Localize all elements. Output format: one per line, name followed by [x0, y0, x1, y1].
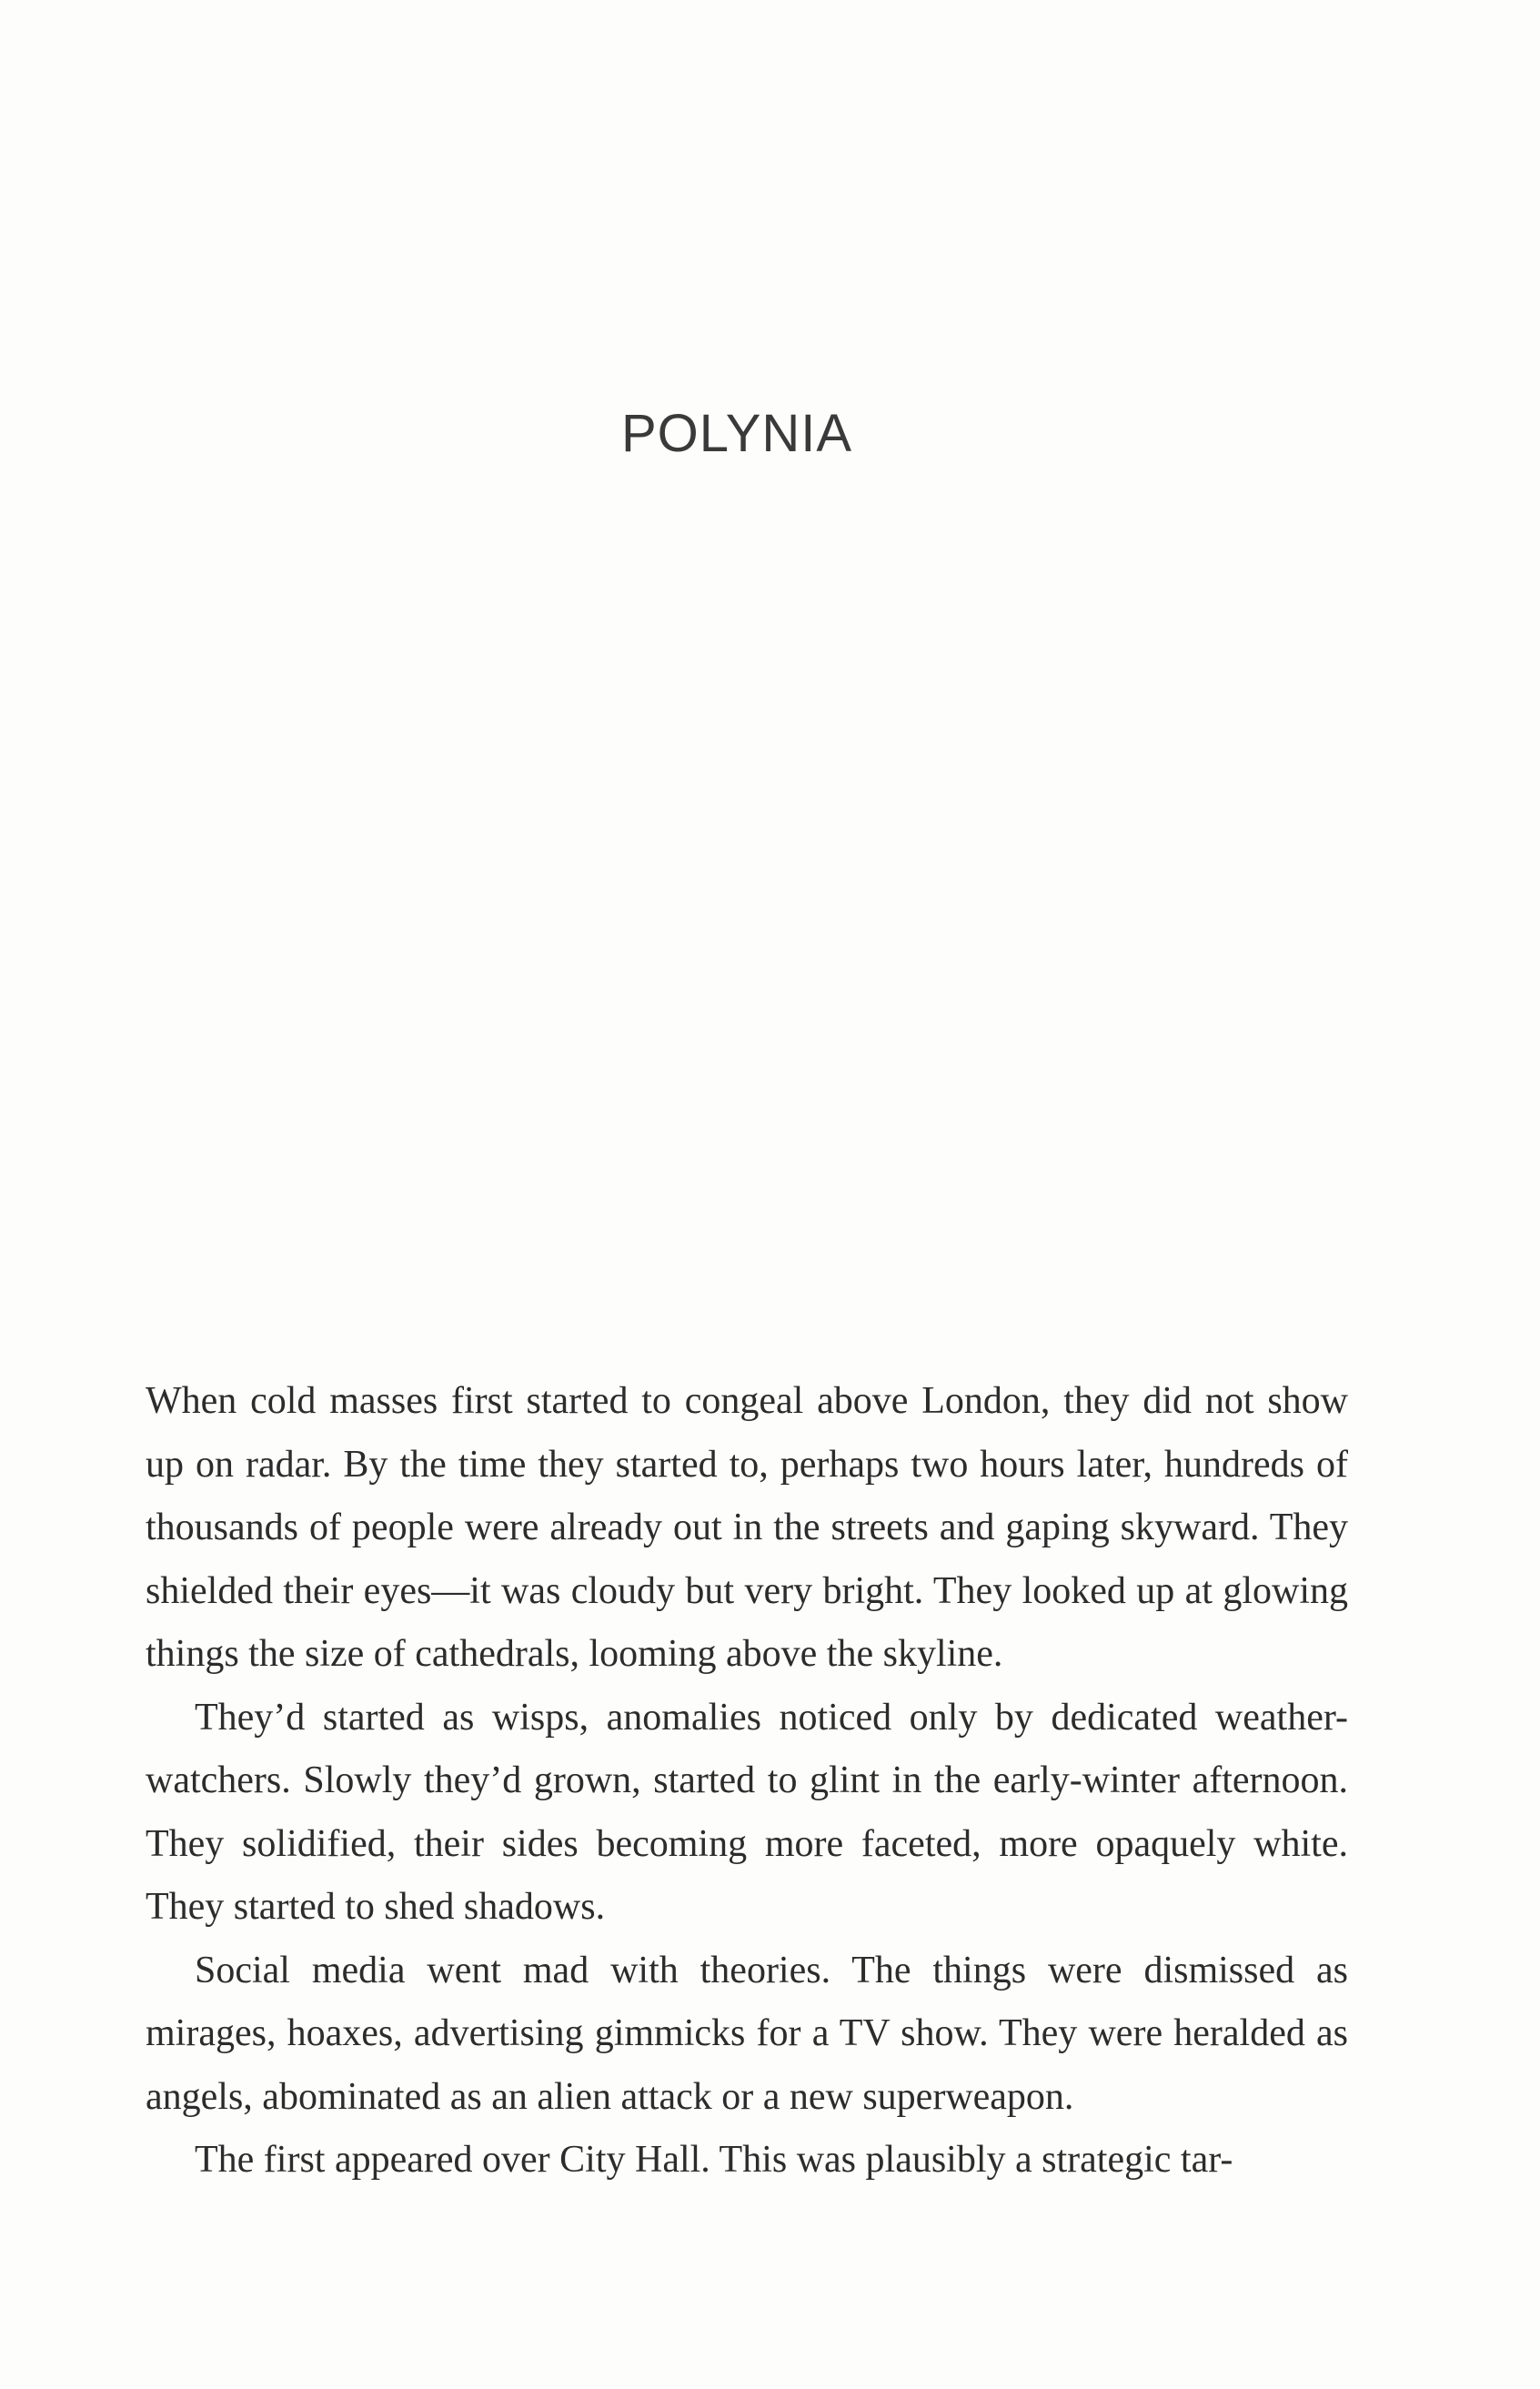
chapter-body — [146, 1370, 1348, 2192]
chapter-title: POLYNIA — [620, 404, 853, 463]
paragraph: The first appeared over City Hall. This was plausibly a strategic tar- — [195, 2139, 1233, 2181]
paragraph: They’d started as wisps, anomalies noticed only by dedicated weather-watchers. Slowly they’d grown, started to glint in the early-winter afternoon. They solidified, their sides becoming more faceted, more opaquely white. They started to shed shadows. — [146, 1696, 1348, 1928]
paragraph: When cold masses first started to congeal above London, they did not show up on radar. By the time they started to, perhaps two hours later, hundreds of thousands of people were already out in the streets and gaping skyward. They shielded their eyes—it was cloudy but very bright. They looked up at glowing things the size of cathedrals, looming above the skyline. — [146, 1380, 1348, 1675]
paragraph: Social media went mad with theories. The things were dismissed as mirages, hoaxes, advertising gimmicks for a TV show. They were heralded as angels, abominated as an alien attack or a new superweapon. — [146, 1949, 1348, 2118]
